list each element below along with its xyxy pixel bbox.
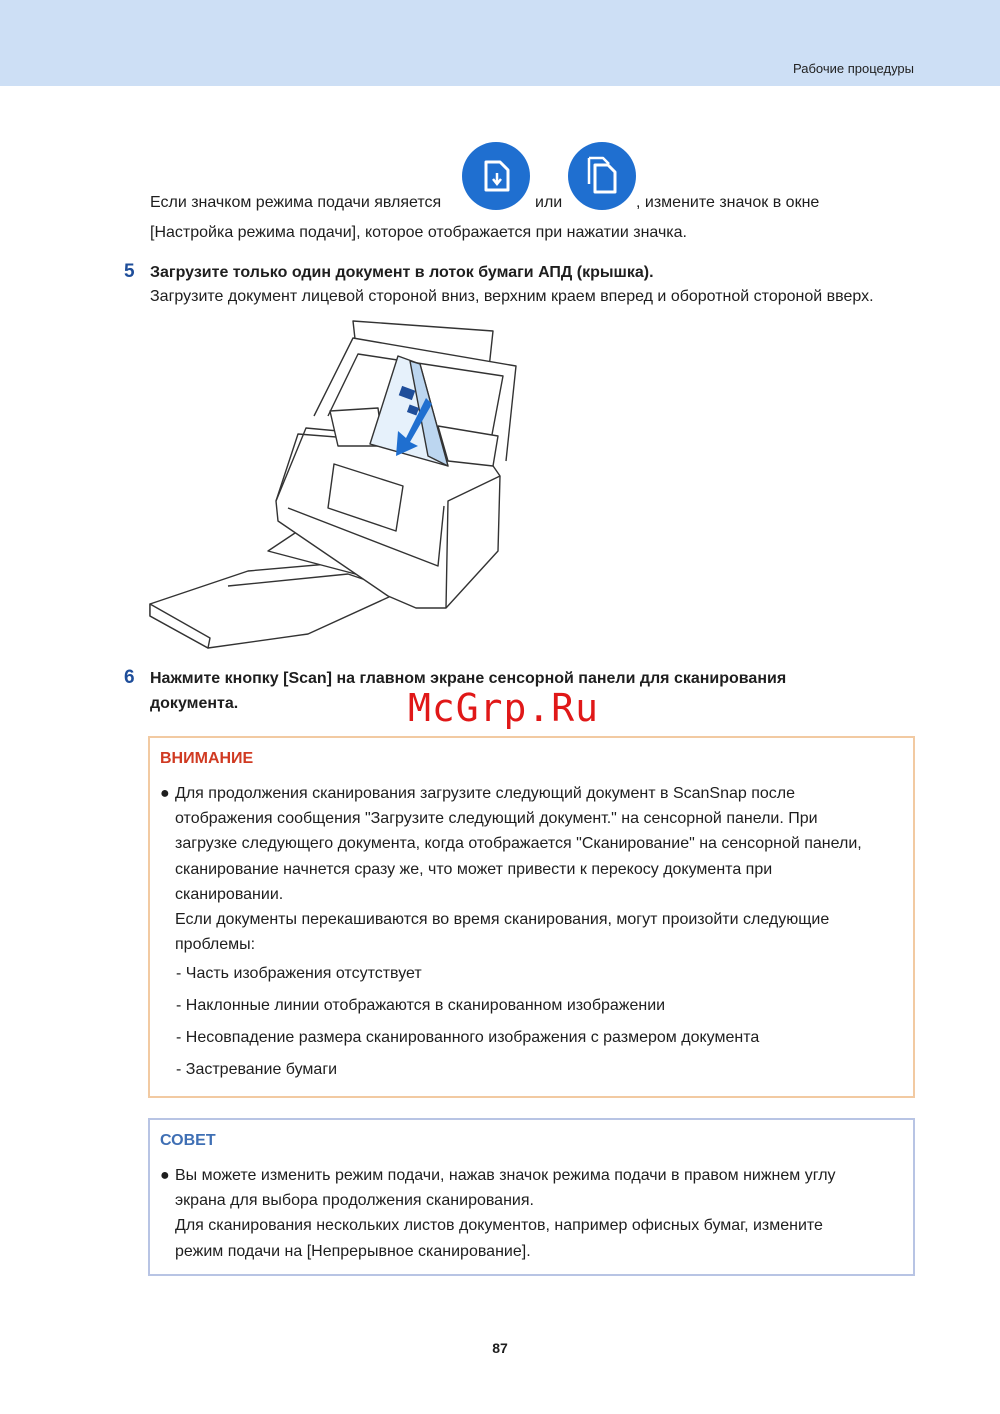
caution-list-item: - Несовпадение размера сканированного изображения с размером документа: [176, 1029, 760, 1046]
intro-text-line2: [Настройка режима подачи], которое отображается при нажатии значка.: [150, 224, 687, 241]
caution-title: ВНИМАНИЕ: [160, 750, 254, 767]
caution-line: Если документы перекашиваются во время сканирования, могут произойти следующие: [175, 911, 830, 929]
caution-line: загрузке следующего документа, когда отображается "Сканирование" на сенсорной панели,: [175, 835, 862, 853]
caution-list-item: - Наклонные линии отображаются в сканированном изображении: [176, 997, 666, 1014]
caution-bullet: [160, 781, 903, 957]
intro-text-part2: , измените значок в окне: [636, 194, 820, 211]
step-5-description: Загрузите документ лицевой стороной вниз, верхним краем вперед и оборотной стороной вверх.: [150, 288, 874, 305]
continuous-feed-icon: [568, 142, 636, 210]
section-title: Рабочие процедуры: [793, 61, 914, 76]
step-6-number: 6: [124, 667, 135, 688]
tip-line: Для сканирования нескольких листов документов, например офисных бумаг, измените: [175, 1217, 823, 1235]
step-6-title-line2: документа.: [150, 695, 239, 712]
tip-line: Вы можете изменить режим подачи, нажав значок режима подачи в правом нижнем углу: [175, 1167, 836, 1184]
intro-text-part1: Если значком режима подачи является: [150, 194, 442, 211]
intro-text-or: или: [535, 194, 563, 211]
step-6-title-line1: Нажмите кнопку [Scan] на главном экране сенсорной панели для сканирования: [150, 670, 787, 687]
tip-line: экрана для выбора продолжения сканирования.: [175, 1192, 534, 1210]
caution-line: сканирование начнется сразу же, что может привести к перекосу документа при: [175, 860, 773, 878]
page-number: 87: [492, 1340, 508, 1356]
caution-line: отображения сообщения "Загрузите следующий документ." на сенсорной панели. При: [175, 810, 818, 828]
scanner-illustration: [148, 316, 518, 654]
caution-line: Для продолжения сканирования загрузите следующий документ в ScanSnap после: [175, 785, 796, 802]
caution-list-item: - Застревание бумаги: [176, 1061, 338, 1078]
step-5-number: 5: [124, 261, 135, 282]
caution-box: [148, 736, 915, 1098]
caution-list-item: - Часть изображения отсутствует: [176, 965, 422, 982]
bullet-dot: ●: [160, 1167, 170, 1184]
bullet-dot: ●: [160, 785, 170, 802]
step-5-title: Загрузите только один документ в лоток бумаги АПД (крышка).: [150, 264, 654, 281]
watermark: McGrp.Ru: [408, 686, 600, 730]
tip-box: [148, 1118, 915, 1276]
single-feed-icon: [462, 142, 530, 210]
caution-line: сканировании.: [175, 885, 284, 903]
tip-title: СОВЕТ: [160, 1132, 216, 1149]
tip-bullet: [160, 1163, 903, 1264]
tip-line: режим подачи на [Непрерывное сканирование].: [175, 1242, 531, 1260]
caution-line: проблемы:: [175, 936, 256, 954]
